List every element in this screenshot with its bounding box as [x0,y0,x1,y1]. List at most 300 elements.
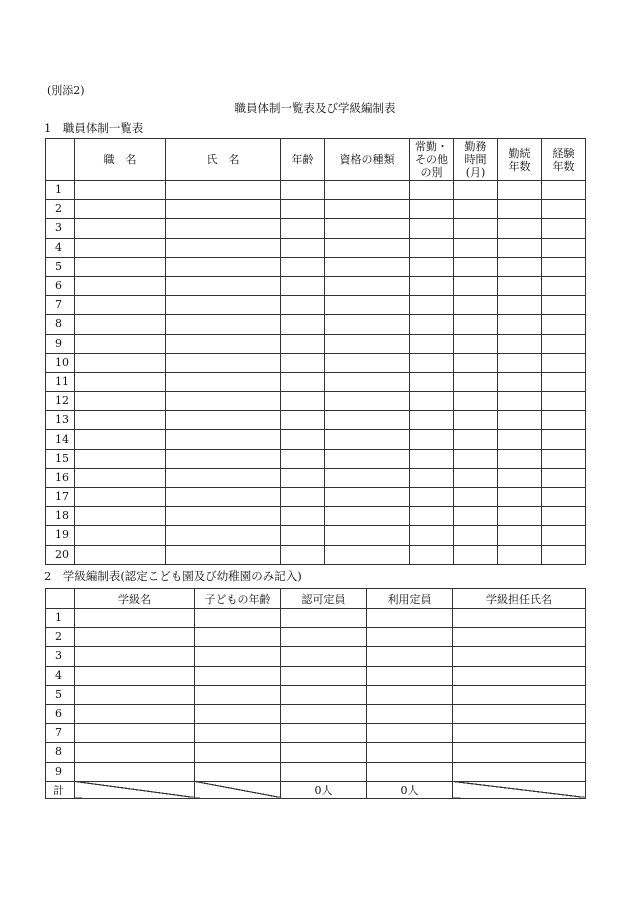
staff-job-cell[interactable] [75,392,166,411]
staff-age-cell[interactable] [281,334,325,353]
class-teacher-name-cell[interactable] [453,762,586,781]
staff-experience-cell[interactable] [542,276,586,295]
class-usage-capacity-cell[interactable] [367,628,453,647]
header-number-blank [46,589,75,609]
staff-row-number: 11 [46,372,75,391]
staff-job-cell[interactable] [75,296,166,315]
staff-name-cell[interactable] [166,545,281,564]
staff-header-row [46,139,586,181]
staff-job-cell[interactable] [75,238,166,257]
staff-name-cell[interactable] [166,353,281,372]
staff-qualification-cell[interactable] [325,449,410,468]
staff-row [46,430,586,449]
header-child-age: 子どもの年齢 [195,589,281,609]
staff-row [46,449,586,468]
staff-experience-cell[interactable] [542,334,586,353]
class-table [45,588,586,799]
class-child-age-cell[interactable] [195,609,281,628]
staff-experience-cell[interactable] [542,181,586,200]
staff-job-cell[interactable] [75,372,166,391]
staff-name-cell[interactable] [166,296,281,315]
staff-hours-cell[interactable] [454,526,498,545]
class-row [46,724,586,743]
staff-job-cell[interactable] [75,257,166,276]
class-name-cell[interactable] [75,628,195,647]
class-teacher-name-cell[interactable] [453,704,586,723]
staff-employment-cell[interactable] [410,276,454,295]
staff-tenure-cell[interactable] [498,238,542,257]
staff-employment-cell[interactable] [410,296,454,315]
class-row-number: 2 [46,628,75,647]
staff-hours-cell[interactable] [454,238,498,257]
staff-qualification-cell[interactable] [325,257,410,276]
staff-row [46,526,586,545]
staff-hours-cell[interactable] [454,200,498,219]
staff-age-cell[interactable] [281,200,325,219]
staff-qualification-cell[interactable] [325,181,410,200]
class-usage-capacity-cell[interactable] [367,704,453,723]
staff-name-cell[interactable] [166,392,281,411]
total-usage-capacity: 0人 [367,781,453,798]
staff-row [46,488,586,507]
class-child-age-cell[interactable] [195,762,281,781]
staff-hours-cell[interactable] [454,468,498,487]
staff-row-number: 6 [46,276,75,295]
staff-job-cell[interactable] [75,545,166,564]
staff-employment-cell[interactable] [410,238,454,257]
staff-name-cell[interactable] [166,372,281,391]
class-approved-capacity-cell[interactable] [281,743,367,762]
staff-qualification-cell[interactable] [325,507,410,526]
staff-qualification-cell[interactable] [325,238,410,257]
class-name-cell[interactable] [75,647,195,666]
staff-age-cell[interactable] [281,468,325,487]
staff-tenure-cell[interactable] [498,488,542,507]
staff-row [46,468,586,487]
staff-table [45,138,586,565]
staff-name-cell[interactable] [166,411,281,430]
staff-row [46,392,586,411]
staff-job-cell[interactable] [75,507,166,526]
class-teacher-name-cell[interactable] [453,666,586,685]
staff-experience-cell[interactable] [542,257,586,276]
header-teacher-name: 学級担任氏名 [453,589,586,609]
header-tenure-line-1: 勤続 [508,146,531,160]
header-qualification: 資格の種類 [325,139,410,181]
total-approved-capacity: 0人 [281,781,367,798]
class-row-number: 3 [46,647,75,666]
staff-row [46,507,586,526]
header-approved-capacity: 認可定員 [281,589,367,609]
staff-name-cell[interactable] [166,334,281,353]
class-row [46,743,586,762]
staff-row [46,276,586,295]
staff-name-cell[interactable] [166,181,281,200]
staff-employment-cell[interactable] [410,392,454,411]
class-row-number: 6 [46,704,75,723]
staff-job-cell[interactable] [75,276,166,295]
document-title: 職員体制一覧表及び学級編制表 [234,101,396,115]
staff-qualification-cell[interactable] [325,219,410,238]
staff-qualification-cell[interactable] [325,488,410,507]
staff-qualification-cell[interactable] [325,334,410,353]
header-age: 年齢 [281,139,325,181]
section-heading-class: 2 学級編制表(認定こども園及び幼稚園のみ記入) [44,569,302,583]
staff-age-cell[interactable] [281,507,325,526]
staff-hours-cell[interactable] [454,257,498,276]
class-row-number: 8 [46,743,75,762]
class-row [46,685,586,704]
staff-age-cell[interactable] [281,296,325,315]
staff-age-cell[interactable] [281,411,325,430]
staff-name-cell[interactable] [166,449,281,468]
staff-qualification-cell[interactable] [325,411,410,430]
staff-experience-cell[interactable] [542,238,586,257]
class-header-row [46,589,586,609]
staff-row [46,219,586,238]
staff-age-cell[interactable] [281,315,325,334]
staff-name-cell[interactable] [166,468,281,487]
class-teacher-name-cell[interactable] [453,628,586,647]
staff-qualification-cell[interactable] [325,392,410,411]
staff-row-number: 5 [46,257,75,276]
staff-tenure-cell[interactable] [498,372,542,391]
staff-row [46,296,586,315]
class-row-number: 9 [46,762,75,781]
staff-job-cell[interactable] [75,200,166,219]
staff-employment-cell[interactable] [410,507,454,526]
staff-qualification-cell[interactable] [325,468,410,487]
staff-row-number: 10 [46,353,75,372]
total-child-age-crossed [195,781,281,798]
class-approved-capacity-cell[interactable] [281,704,367,723]
class-name-cell[interactable] [75,724,195,743]
staff-row-number: 1 [46,181,75,200]
staff-age-cell[interactable] [281,372,325,391]
class-teacher-name-cell[interactable] [453,724,586,743]
header-name: 氏 名 [166,139,281,181]
class-child-age-cell[interactable] [195,647,281,666]
staff-age-cell[interactable] [281,353,325,372]
staff-experience-cell[interactable] [542,372,586,391]
staff-hours-cell[interactable] [454,219,498,238]
staff-employment-cell[interactable] [410,449,454,468]
class-name-cell[interactable] [75,666,195,685]
class-usage-capacity-cell[interactable] [367,647,453,666]
class-row [46,666,586,685]
class-row [46,704,586,723]
staff-tenure-cell[interactable] [498,200,542,219]
staff-hours-cell[interactable] [454,488,498,507]
staff-age-cell[interactable] [281,181,325,200]
class-usage-capacity-cell[interactable] [367,762,453,781]
staff-row-number: 7 [46,296,75,315]
class-usage-capacity-cell[interactable] [367,743,453,762]
header-employment-type [410,139,454,181]
staff-row-number: 20 [46,545,75,564]
staff-hours-cell[interactable] [454,296,498,315]
staff-employment-cell[interactable] [410,315,454,334]
staff-row-number: 18 [46,507,75,526]
staff-row [46,181,586,200]
staff-row-number: 2 [46,200,75,219]
class-usage-capacity-cell[interactable] [367,724,453,743]
class-approved-capacity-cell[interactable] [281,762,367,781]
staff-tenure-cell[interactable] [498,181,542,200]
staff-employment-cell[interactable] [410,468,454,487]
staff-hours-cell[interactable] [454,372,498,391]
class-name-cell[interactable] [75,762,195,781]
staff-job-cell[interactable] [75,430,166,449]
staff-job-cell[interactable] [75,468,166,487]
header-number-blank [46,139,75,181]
staff-tenure-cell[interactable] [498,411,542,430]
staff-experience-cell[interactable] [542,219,586,238]
staff-age-cell[interactable] [281,257,325,276]
staff-hours-cell[interactable] [454,449,498,468]
header-experience-years [542,139,586,181]
staff-table-body [46,181,586,565]
staff-employment-cell[interactable] [410,526,454,545]
staff-age-cell[interactable] [281,488,325,507]
staff-row-number: 12 [46,392,75,411]
header-employment-line-3: の別 [420,166,443,179]
staff-qualification-cell[interactable] [325,296,410,315]
staff-employment-cell[interactable] [410,545,454,564]
staff-name-cell[interactable] [166,200,281,219]
staff-tenure-cell[interactable] [498,276,542,295]
staff-experience-cell[interactable] [542,200,586,219]
header-hours-line-3: (月) [465,166,486,179]
staff-row-number: 9 [46,334,75,353]
class-child-age-cell[interactable] [195,724,281,743]
staff-row-number: 19 [46,526,75,545]
staff-age-cell[interactable] [281,219,325,238]
staff-tenure-cell[interactable] [498,219,542,238]
staff-employment-cell[interactable] [410,353,454,372]
class-approved-capacity-cell[interactable] [281,609,367,628]
staff-job-cell[interactable] [75,411,166,430]
annex-label: (別添2) [47,84,85,97]
staff-tenure-cell[interactable] [498,449,542,468]
class-name-cell[interactable] [75,685,195,704]
staff-tenure-cell[interactable] [498,545,542,564]
class-child-age-cell[interactable] [195,743,281,762]
staff-name-cell[interactable] [166,526,281,545]
header-experience-line-1: 経験 [552,146,575,160]
staff-employment-cell[interactable] [410,334,454,353]
staff-experience-cell[interactable] [542,411,586,430]
staff-qualification-cell[interactable] [325,315,410,334]
class-total-row [46,781,586,798]
staff-tenure-cell[interactable] [498,334,542,353]
staff-hours-cell[interactable] [454,411,498,430]
staff-name-cell[interactable] [166,507,281,526]
staff-experience-cell[interactable] [542,545,586,564]
staff-tenure-cell[interactable] [498,353,542,372]
staff-employment-cell[interactable] [410,181,454,200]
staff-employment-cell[interactable] [410,372,454,391]
staff-age-cell[interactable] [281,545,325,564]
header-tenure-years [498,139,542,181]
staff-employment-cell[interactable] [410,411,454,430]
staff-name-cell[interactable] [166,257,281,276]
header-class-name: 学級名 [75,589,195,609]
staff-name-cell[interactable] [166,315,281,334]
header-experience-line-2: 年数 [552,159,575,173]
class-approved-capacity-cell[interactable] [281,724,367,743]
staff-row [46,353,586,372]
class-usage-capacity-cell[interactable] [367,666,453,685]
class-row-number: 4 [46,666,75,685]
staff-tenure-cell[interactable] [498,526,542,545]
class-approved-capacity-cell[interactable] [281,685,367,704]
staff-hours-cell[interactable] [454,315,498,334]
staff-experience-cell[interactable] [542,507,586,526]
staff-age-cell[interactable] [281,392,325,411]
header-employment-line-2: その他 [415,153,448,166]
staff-hours-cell[interactable] [454,276,498,295]
staff-row [46,372,586,391]
class-row-number: 1 [46,609,75,628]
class-row [46,647,586,666]
staff-employment-cell[interactable] [410,488,454,507]
class-row-number: 7 [46,724,75,743]
staff-experience-cell[interactable] [542,488,586,507]
staff-tenure-cell[interactable] [498,392,542,411]
class-teacher-name-cell[interactable] [453,609,586,628]
staff-hours-cell[interactable] [454,545,498,564]
class-child-age-cell[interactable] [195,666,281,685]
staff-job-cell[interactable] [75,219,166,238]
staff-experience-cell[interactable] [542,449,586,468]
staff-experience-cell[interactable] [542,526,586,545]
staff-row [46,315,586,334]
staff-tenure-cell[interactable] [498,315,542,334]
staff-row-number: 17 [46,488,75,507]
staff-experience-cell[interactable] [542,468,586,487]
staff-row-number: 16 [46,468,75,487]
staff-tenure-cell[interactable] [498,430,542,449]
class-usage-capacity-cell[interactable] [367,685,453,704]
staff-qualification-cell[interactable] [325,430,410,449]
class-approved-capacity-cell[interactable] [281,647,367,666]
staff-row [46,545,586,564]
staff-row-number: 4 [46,238,75,257]
class-row-number: 5 [46,685,75,704]
staff-hours-cell[interactable] [454,430,498,449]
staff-job-cell[interactable] [75,526,166,545]
staff-hours-cell[interactable] [454,392,498,411]
staff-qualification-cell[interactable] [325,353,410,372]
class-name-cell[interactable] [75,609,195,628]
staff-age-cell[interactable] [281,526,325,545]
staff-job-cell[interactable] [75,488,166,507]
header-usage-capacity: 利用定員 [367,589,453,609]
staff-job-cell[interactable] [75,449,166,468]
staff-experience-cell[interactable] [542,430,586,449]
staff-age-cell[interactable] [281,238,325,257]
staff-qualification-cell[interactable] [325,372,410,391]
staff-name-cell[interactable] [166,238,281,257]
staff-job-cell[interactable] [75,334,166,353]
staff-hours-cell[interactable] [454,353,498,372]
staff-row-number: 15 [46,449,75,468]
class-teacher-name-cell[interactable] [453,685,586,704]
staff-tenure-cell[interactable] [498,296,542,315]
staff-row [46,334,586,353]
section-heading-staff: 1 職員体制一覧表 [44,121,144,135]
staff-row [46,257,586,276]
staff-name-cell[interactable] [166,430,281,449]
staff-employment-cell[interactable] [410,430,454,449]
class-row [46,609,586,628]
staff-hours-cell[interactable] [454,334,498,353]
class-approved-capacity-cell[interactable] [281,628,367,647]
staff-row [46,411,586,430]
staff-qualification-cell[interactable] [325,545,410,564]
staff-hours-cell[interactable] [454,181,498,200]
staff-employment-cell[interactable] [410,200,454,219]
header-work-hours [454,139,498,181]
staff-age-cell[interactable] [281,276,325,295]
class-name-cell[interactable] [75,704,195,723]
staff-qualification-cell[interactable] [325,200,410,219]
class-teacher-name-cell[interactable] [453,743,586,762]
staff-experience-cell[interactable] [542,296,586,315]
staff-name-cell[interactable] [166,276,281,295]
staff-qualification-cell[interactable] [325,276,410,295]
staff-qualification-cell[interactable] [325,526,410,545]
staff-age-cell[interactable] [281,430,325,449]
class-child-age-cell[interactable] [195,685,281,704]
staff-row-number: 3 [46,219,75,238]
staff-employment-cell[interactable] [410,257,454,276]
total-class-name-crossed [75,781,195,798]
staff-row-number: 13 [46,411,75,430]
staff-tenure-cell[interactable] [498,468,542,487]
staff-row-number: 14 [46,430,75,449]
total-teacher-name-crossed [453,781,586,798]
header-tenure-line-2: 年数 [508,159,531,173]
staff-name-cell[interactable] [166,488,281,507]
header-hours-line-1: 勤務 [464,140,487,153]
header-hours-line-2: 時間 [464,153,487,166]
staff-employment-cell[interactable] [410,219,454,238]
staff-age-cell[interactable] [281,449,325,468]
staff-job-cell[interactable] [75,315,166,334]
staff-experience-cell[interactable] [542,353,586,372]
class-child-age-cell[interactable] [195,704,281,723]
class-name-cell[interactable] [75,743,195,762]
staff-name-cell[interactable] [166,219,281,238]
staff-hours-cell[interactable] [454,507,498,526]
class-child-age-cell[interactable] [195,628,281,647]
class-usage-capacity-cell[interactable] [367,609,453,628]
staff-experience-cell[interactable] [542,392,586,411]
staff-job-cell[interactable] [75,353,166,372]
staff-tenure-cell[interactable] [498,507,542,526]
staff-row-number: 8 [46,315,75,334]
header-employment-line-1: 常勤・ [415,140,448,153]
staff-job-cell[interactable] [75,181,166,200]
staff-row [46,238,586,257]
class-table-body [46,609,586,782]
class-teacher-name-cell[interactable] [453,647,586,666]
staff-experience-cell[interactable] [542,315,586,334]
staff-tenure-cell[interactable] [498,257,542,276]
class-approved-capacity-cell[interactable] [281,666,367,685]
